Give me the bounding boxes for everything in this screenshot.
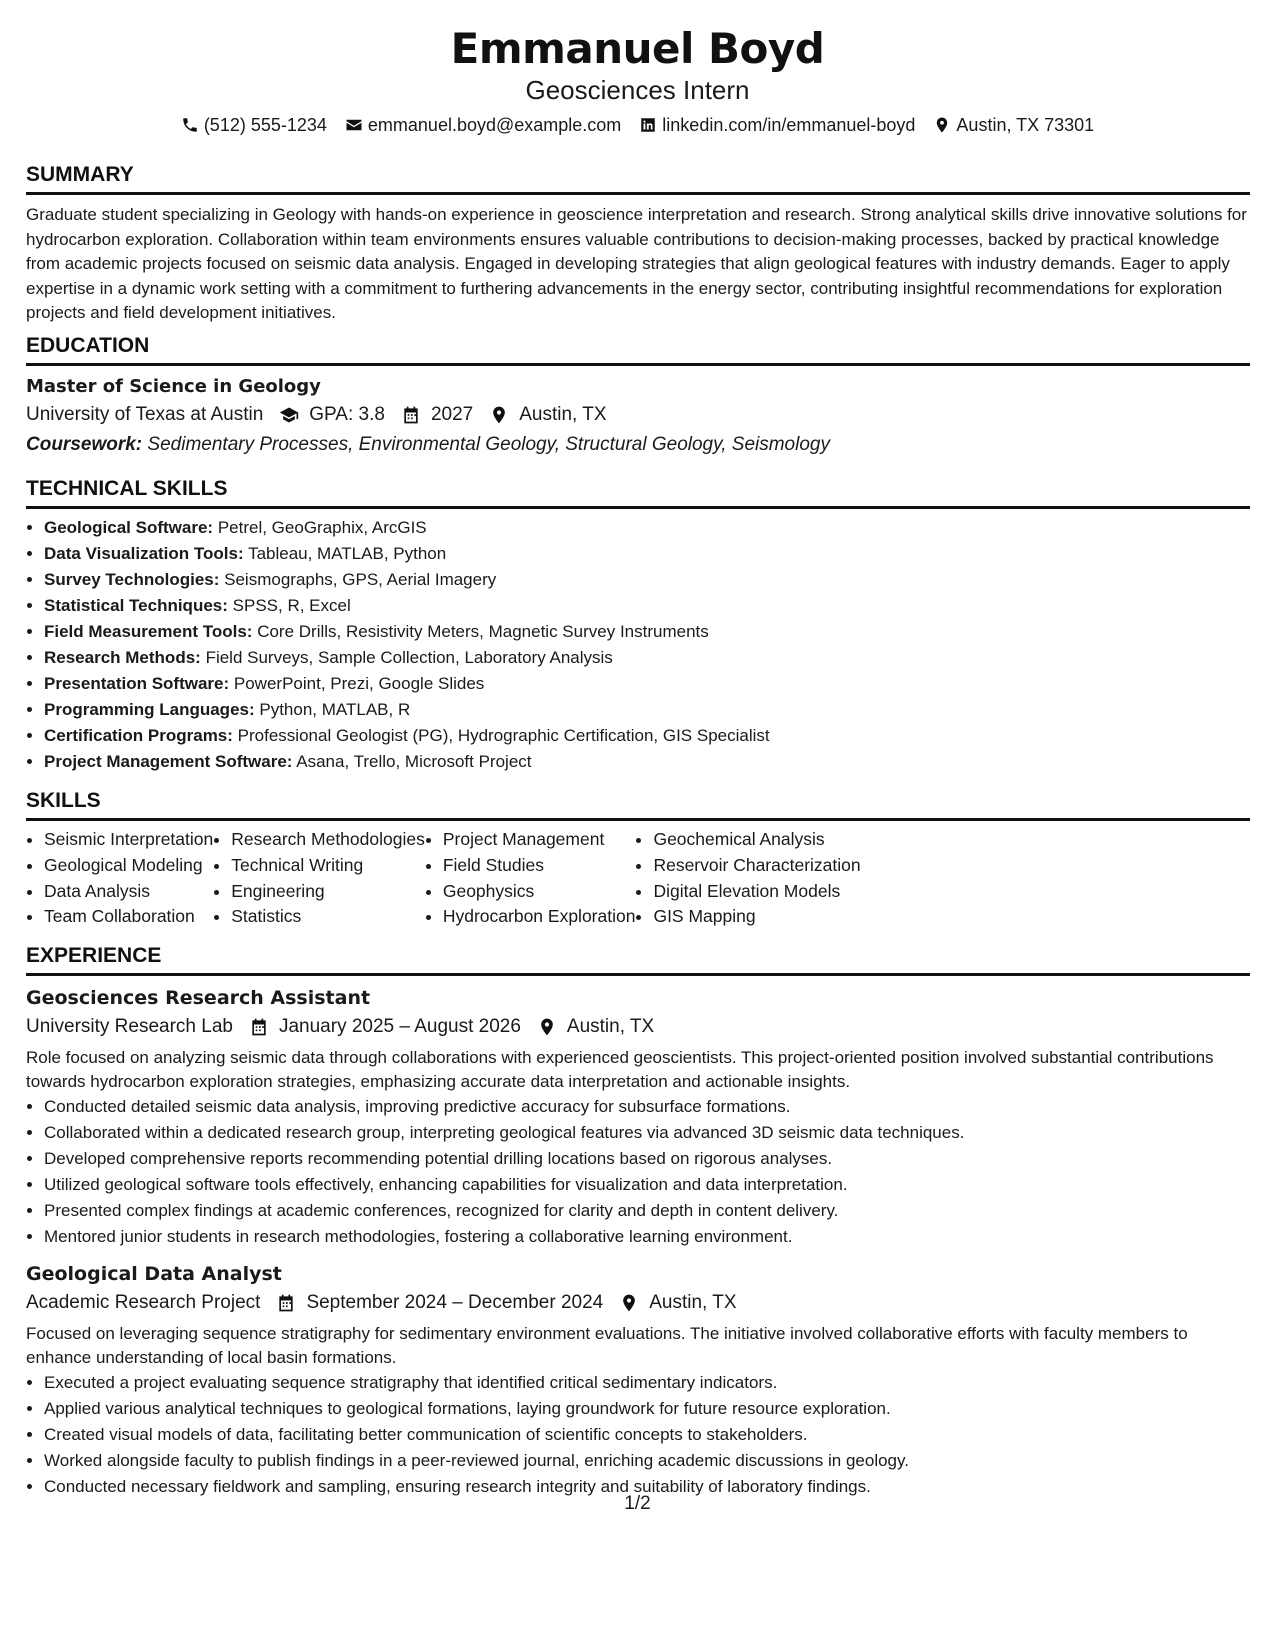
list-item: • Mentored junior students in research methodologies, fostering a collaborative learning environment. [44,1224,1250,1250]
calendar-icon [249,1017,269,1037]
list-item: • Presented complex findings at academic conferences, recognized for clarity and depth in content delivery. [44,1198,1250,1224]
list-item: • Digital Elevation Models [653,879,860,905]
list-item: • Conducted necessary fieldwork and sampling, ensuring research integrity and suitability of laboratory findings. [44,1474,1250,1500]
list-item: • Hydrocarbon Exploration [443,904,636,930]
list-item: • Programming Languages: Python, MATLAB, R [44,697,1250,723]
list-item: • Project Management [443,827,636,853]
contact-phone[interactable] [181,112,327,138]
job-org: Academic Research Project [26,1292,261,1313]
skills-column-2 [213,827,425,930]
list-item: • Research Methods: Field Surveys, Sample Collection, Laboratory Analysis [44,645,1250,671]
coursework-label: Coursework: [26,434,143,455]
education-location: Austin, TX [519,404,607,425]
skills-section [26,788,1250,930]
job-meta [26,1012,1250,1042]
job-entry [26,1260,1250,1500]
list-item: • Statistical Techniques: SPSS, R, Excel [44,593,1250,619]
list-item: • Engineering [231,879,425,905]
list-item: • Field Studies [443,853,636,879]
list-item: • Collaborated within a dedicated research group, interpreting geological features via advanced 3D seismic data techniques. [44,1120,1250,1146]
skills-column-1 [26,827,213,930]
coursework-list: Sedimentary Processes, Environmental Geology, Structural Geology, Seismology [147,434,830,455]
list-item: • Data Analysis [44,879,213,905]
job-location: Austin, TX [649,1292,737,1313]
summary-section [26,162,1250,326]
envelope-icon [345,116,363,134]
list-item: • Geological Software: Petrel, GeoGraphix, ArcGIS [44,515,1250,541]
job-org: University Research Lab [26,1016,233,1037]
phone-icon [181,116,199,134]
education-heading: EDUCATION [26,333,1250,366]
list-item: • Geochemical Analysis [653,827,860,853]
list-item: • Project Management Software: Asana, Trello, Microsoft Project [44,749,1250,775]
skills-heading: SKILLS [26,788,1250,821]
list-item: • Reservoir Characterization [653,853,860,879]
skills-column-3 [425,827,636,930]
job-description: Focused on leveraging sequence stratigraphy for sedimentary environment evaluations. The initiative involved collaborative efforts with faculty members to enhance understanding of local basin formations. [26,1324,1188,1367]
map-pin-icon [619,1293,639,1313]
graduation-year: 2027 [430,404,474,425]
list-item: • Certification Programs: Professional Geologist (PG), Hydrographic Certification, GIS Specialist [44,723,1250,749]
gpa-text: GPA: 3.8 [309,404,385,425]
list-item: • Field Measurement Tools: Core Drills, Resistivity Meters, Magnetic Survey Instruments [44,619,1250,645]
graduation-cap-icon [279,405,299,425]
list-item: • Utilized geological software tools effectively, enhancing capabilities for visualization and data interpretation. [44,1172,1250,1198]
calendar-icon [401,405,421,425]
list-item: • Presentation Software: PowerPoint, Prezi, Google Slides [44,671,1250,697]
job-title: Geological Data Analyst [26,1263,282,1285]
list-item: • Seismic Interpretation [44,827,213,853]
technical-skills-section [26,476,1250,775]
list-item: • Team Collaboration [44,904,213,930]
list-item: • Conducted detailed seismic data analysis, improving predictive accuracy for subsurface formations. [44,1094,1250,1120]
list-item: • Statistics [231,904,425,930]
linkedin-icon [639,116,657,134]
list-item: • Data Visualization Tools: Tableau, MATLAB, Python [44,541,1250,567]
list-item: • Geological Modeling [44,853,213,879]
list-item: • Research Methodologies [231,827,425,853]
job-meta [26,1288,1250,1318]
job-dates: January 2025 – August 2026 [278,1016,521,1037]
job-dates: September 2024 – December 2024 [306,1292,604,1313]
coursework [26,430,1250,460]
resume-header [0,0,1275,138]
school-name: University of Texas at Austin [26,404,264,425]
list-item: • Applied various analytical techniques to geological formations, laying groundwork for future resource exploration. [44,1396,1250,1422]
list-item: • Survey Technologies: Seismographs, GPS, Aerial Imagery [44,567,1250,593]
candidate-name: Emmanuel Boyd [450,24,825,73]
skills-grid [26,827,1250,930]
summary-heading: SUMMARY [26,162,1250,195]
page-number: 1/2 [624,1493,651,1514]
phone-text: (512) 555-1234 [203,115,327,135]
contact-bar [0,112,1275,138]
job-title: Geosciences Research Assistant [26,987,371,1009]
map-pin-icon [933,116,951,134]
experience-heading: EXPERIENCE [26,943,1250,976]
summary-text: Graduate student specializing in Geology with hands-on experience in geoscience interpretation and research. Strong analytical skills drive innovative solutions for hydrocarbon exploration. Collaboration within team environments ensures valuable contributions to decision-making processes, backed by practical knowledge from academic projects focused on seismic data analysis. Engaged in developing strategies that align geological features with industry demands. Eager to apply expertise in a dynamic work setting with a commitment to furthering advancements in the energy sector, contributing insightful recommendations for exploration projects and field development initiatives. [26,205,1247,322]
skills-column-4 [635,827,860,930]
list-item: • Executed a project evaluating sequence stratigraphy that identified critical sedimentary indicators. [44,1370,1250,1396]
technical-skills-list [26,515,1250,775]
job-bullets [26,1094,1250,1250]
location-text: Austin, TX 73301 [956,115,1095,135]
contact-email[interactable] [345,112,621,138]
list-item: • Technical Writing [231,853,425,879]
job-entry [26,984,1250,1250]
job-location: Austin, TX [566,1016,655,1037]
list-item: • Developed comprehensive reports recommending potential drilling locations based on rigorous analyses. [44,1146,1250,1172]
list-item: • Worked alongside faculty to publish findings in a peer-reviewed journal, enriching academic discussions in geology. [44,1448,1250,1474]
experience-section [26,943,1250,1500]
calendar-icon [276,1293,296,1313]
contact-linkedin[interactable] [639,112,915,138]
list-item: • GIS Mapping [653,904,860,930]
candidate-title: Geosciences Intern [525,75,750,105]
map-pin-icon [489,405,509,425]
technical-skills-heading: TECHNICAL SKILLS [26,476,1250,509]
education-meta [26,400,1250,430]
contact-location [933,112,1094,138]
list-item: • Geophysics [443,879,636,905]
email-text: emmanuel.boyd@example.com [367,115,622,135]
degree-title: Master of Science in Geology [26,376,321,397]
job-description: Role focused on analyzing seismic data through collaborations with experienced geoscientists. This project-oriented position involved substantial contributions towards hydrocarbon exploration strategies, emphasizing accurate data interpretation and actionable insights. [26,1048,1214,1091]
education-section [26,333,1250,460]
linkedin-text: linkedin.com/in/emmanuel-boyd [662,115,916,135]
list-item: • Created visual models of data, facilitating better communication of scientific concepts to stakeholders. [44,1422,1250,1448]
map-pin-icon [537,1017,557,1037]
job-bullets [26,1370,1250,1500]
